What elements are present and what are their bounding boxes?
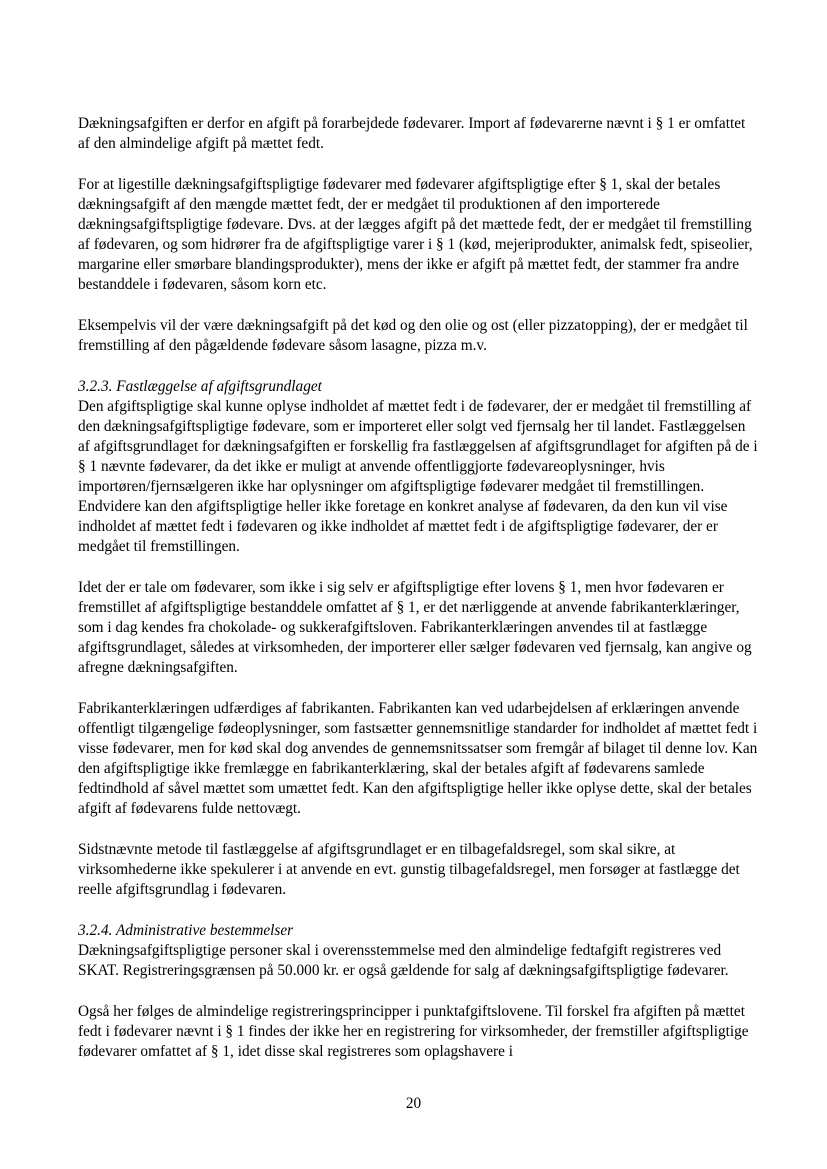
paragraph-equalization: For at ligestille dækningsafgiftspligtige fødevarer med fødevarer afgiftspligtige efter § 1, skal der betales dækningsafgift af den mængde mættet fedt, der er medgået til produktionen af den importerede dækningsafgiftspligtige fødevare. Dvs. at der lægges afgift på det mættede fedt, der er medgået til fremstilling af fødevaren, og som hidrører fra de afgiftspligtige varer i § 1 (kød, mejeriprodukter, animalsk fedt, spiseolier, margarine eller smørbare blandingsprodukter), mens der ikke er afgift på mættet fedt, der stammer fra andre bestanddele i fødevaren, såsom korn etc. [78, 176, 753, 293]
section-body-3-2-4: Dækningsafgiftspligtige personer skal i overensstemmelse med den almindelige fedtafgift registreres ved SKAT. Registreringsgrænsen på 50.000 kr. er også gældende for salg af dækningsafgiftspligtige fødevarer. [78, 942, 729, 979]
paragraph-registration-principles: Også her følges de almindelige registreringsprincipper i punktafgiftslovene. Til forskel fra afgiften på mættet fedt i fødevarer nævnt i § 1 findes der ikke her en registrering for virksomheder, der fremstiller afgiftspligtige fødevarer omfattet af § 1, idet disse skal registreres som oplagshavere i [78, 1003, 749, 1060]
section-body-3-2-3: Den afgiftspligtige skal kunne oplyse indholdet af mættet fedt i de fødevarer, der er medgået til fremstilling af den dækningsafgiftspligtige fødevare, som er importeret eller solgt ved fjernsalg her til landet. Fastlæggelsen af afgiftsgrundlaget for dækningsafgiften er forskellig fra fastlæggelsen af afgiftsgrundlaget for afgiften på de i § 1 nævnte fødevarer, da det ikke er muligt at anvende offentliggjorte fødevareoplysninger, hvis importøren/fjernsælgeren ikke har oplysninger om afgiftspligtige fødevarer medgået til fremstillingen. Endvidere kan den afgiftspligtige heller ikke foretage en konkret analyse af fødevaren, da den kun vil vise indholdet af mættet fedt i fødevaren og ikke indholdet af mættet fedt i de afgiftspligtige fødevarer, der er medgået til fremstillingen. [78, 398, 758, 555]
paragraph-intro: Dækningsafgiften er derfor en afgift på forarbejdede fødevarer. Import af fødevarerne nævnt i § 1 er omfattet af den almindelige afgift på mættet fedt. [78, 115, 746, 152]
document-page [78, 114, 760, 1083]
paragraph-fallback-rule: Sidstnævnte metode til fastlæggelse af afgiftsgrundlaget er en tilbagefaldsregel, som skal sikre, at virksomhederne ikke spekulerer i at anvende en evt. gunstig tilbagefaldsregel, men forsøger at fastlægge det reelle afgiftsgrundlag i fødevaren. [78, 841, 740, 898]
paragraph-example: Eksempelvis vil der være dækningsafgift på det kød og den olie og ost (eller pizzatopping), der er medgået til fremstilling af den pågældende fødevare såsom lasagne, pizza m.v. [78, 317, 748, 354]
section-heading-3-2-4: 3.2.4. Administrative bestemmelser [78, 922, 294, 939]
page-number: 20 [405, 1095, 422, 1112]
paragraph-manufacturer-declarations: Idet der er tale om fødevarer, som ikke i sig selv er afgiftspligtige efter lovens § 1, men hvor fødevaren er fremstillet af afgiftspligtige bestanddele omfattet af § 1, er det nærliggende at anvende fabrikanterklæringer, som i dag kendes fra chokolade- og sukkerafgiftsloven. Fabrikanterklæringen anvendes til at fastlægge afgiftsgrundlaget, således at virksomheden, der importerer eller sælger fødevaren ved fjernsalg, kan angive og afregne dækningsafgiften. [78, 579, 752, 676]
section-3-2-4 [78, 921, 760, 981]
section-3-2-3 [78, 377, 760, 557]
paragraph-declaration-preparation: Fabrikanterklæringen udfærdiges af fabrikanten. Fabrikanten kan ved udarbejdelsen af erklæringen anvende offentligt tilgængelige fødeoplysninger, som fastsætter gennemsnitlige standarder for indholdet af mættet fedt i visse fødevarer, men for kød skal dog anvendes de gennemsnitssatser som fremgår af bilaget til denne lov. Kan den afgiftspligtige ikke fremlægge en fabrikanterklæring, skal der betales afgift af fødevarens samlede fedtindhold af såvel mættet som umættet fedt. Kan den afgiftspligtige heller ikke oplyse dette, skal der betales afgift af fødevarens fulde nettovægt. [78, 700, 758, 817]
section-heading-3-2-3: 3.2.3. Fastlæggelse af afgiftsgrundlaget [78, 378, 322, 395]
